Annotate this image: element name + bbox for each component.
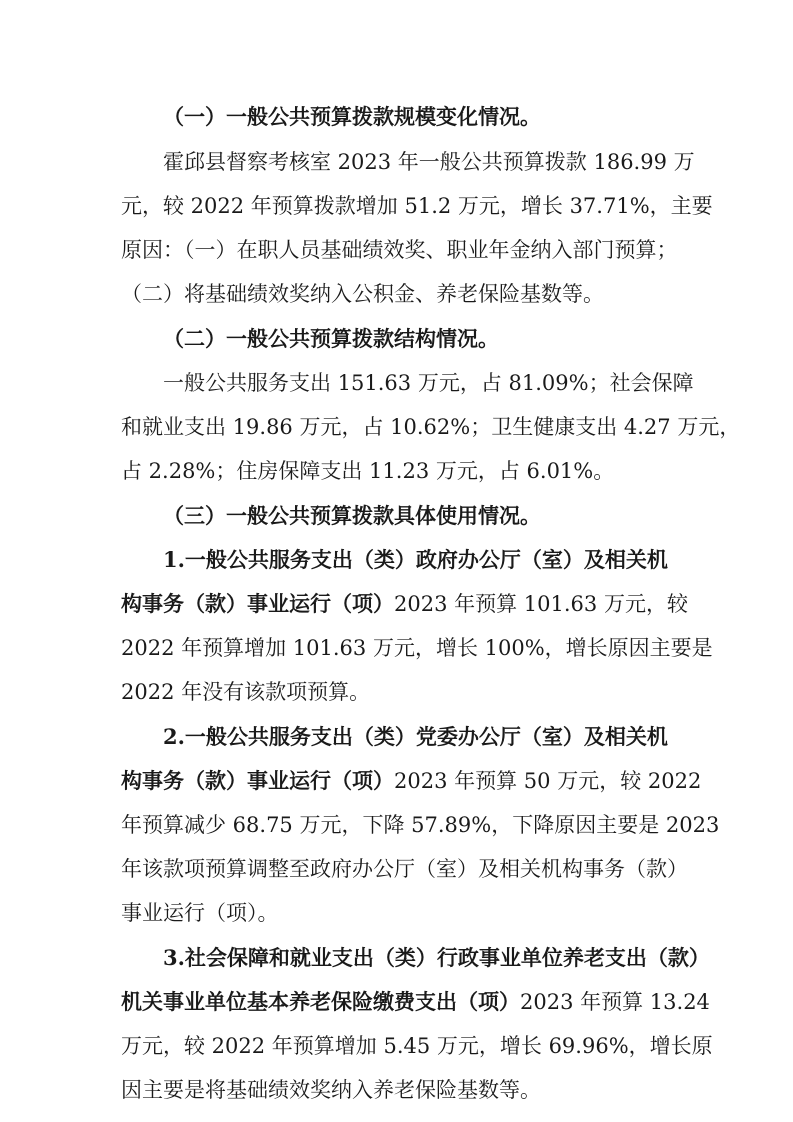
line-text: 和就业支出 19.86 万元，占 10.62%；卫生健康支出 4.27 万元， (121, 415, 741, 439)
paragraph-line (163, 720, 677, 754)
paragraph-line (121, 631, 713, 665)
paragraph-line (121, 1073, 677, 1107)
paragraph-line (121, 985, 710, 1019)
paragraph-line (121, 764, 702, 798)
line-text: 2023 年预算 101.63 万元，较 (394, 592, 688, 616)
line-text: 2022 年预算增加 101.63 万元，增长 100%，增长原因主要是 (121, 636, 713, 660)
line-text: 因主要是将基础绩效奖纳入养老保险基数等。 (121, 1078, 541, 1102)
heading-text: （二）一般公共预算拨款结构情况。 (163, 326, 499, 351)
paragraph-line (121, 1029, 713, 1063)
paragraph-line (121, 587, 688, 621)
section-heading-2 (163, 322, 677, 356)
paragraph-line (121, 808, 720, 842)
line-text: 元，较 2022 年预算拨款增加 51.2 万元，增长 37.71%，主要 (121, 194, 713, 218)
paragraph-line (121, 189, 713, 223)
line-text: 年预算减少 68.75 万元，下降 57.89%，下降原因主要是 2023 (121, 813, 720, 837)
bold-text: 构事务（款）事业运行（项） (121, 768, 394, 793)
paragraph-line (121, 896, 677, 930)
heading-text: （三）一般公共预算拨款具体使用情况。 (163, 503, 541, 528)
paragraph-line (121, 233, 677, 267)
line-text: 2023 年预算 13.24 (520, 990, 710, 1014)
line-text: 年该款项预算调整至政府办公厅（室）及相关机构事务（款） (121, 857, 688, 881)
line-text: 万元，较 2022 年预算增加 5.45 万元，增长 69.96%，增长原 (121, 1034, 713, 1058)
line-text: 事业运行（项）。 (121, 901, 279, 925)
bold-text: 2.一般公共服务支出（类）党委办公厅（室）及相关机 (163, 724, 668, 749)
paragraph-line (121, 454, 677, 488)
line-text: 2022 年没有该款项预算。 (121, 680, 371, 704)
line-text: （二）将基础绩效奖纳入公积金、养老保险基数等。 (121, 282, 604, 306)
bold-text: 机关事业单位基本养老保险缴费支出（项） (121, 989, 520, 1014)
paragraph-line (121, 277, 677, 311)
bold-text: 1.一般公共服务支出（类）政府办公厅（室）及相关机 (163, 547, 668, 572)
line-text: 霍邱县督察考核室 2023 年一般公共预算拨款 186.99 万 (163, 150, 695, 174)
line-text: 占 2.28%；住房保障支出 11.23 万元，占 6.01%。 (121, 459, 615, 483)
paragraph-line (163, 941, 710, 975)
heading-text: （一）一般公共预算拨款规模变化情况。 (163, 104, 541, 129)
paragraph-line (121, 410, 741, 444)
line-text: 原因：（一）在职人员基础绩效奖、职业年金纳入部门预算； (121, 238, 678, 262)
paragraph-line (121, 675, 677, 709)
bold-text: 构事务（款）事业运行（项） (121, 591, 394, 616)
section-heading-1 (163, 100, 677, 134)
line-text: 2023 年预算 50 万元，较 2022 (394, 769, 702, 793)
line-text: 一般公共服务支出 151.63 万元，占 81.09%；社会保障 (163, 371, 694, 395)
bold-text: 3.社会保障和就业支出（类）行政事业单位养老支出（款） (163, 945, 710, 970)
paragraph-line (163, 145, 695, 179)
paragraph-line (163, 366, 694, 400)
paragraph-line (163, 543, 677, 577)
section-heading-3 (163, 499, 677, 533)
paragraph-line (121, 852, 688, 886)
